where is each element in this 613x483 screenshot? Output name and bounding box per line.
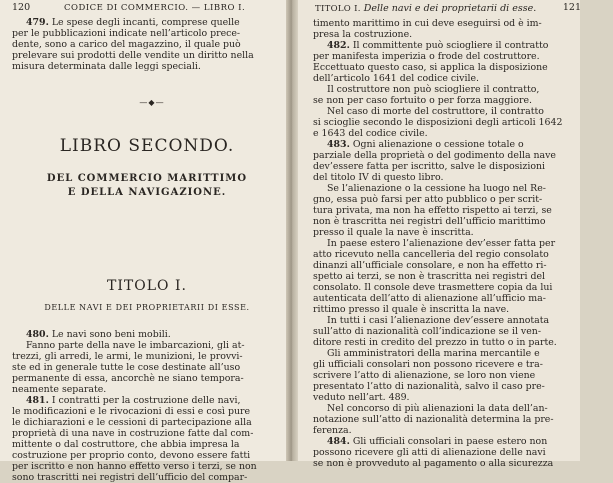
line-text: presa la costruzione. xyxy=(313,29,413,40)
text-line xyxy=(12,28,282,39)
text-line xyxy=(313,183,613,194)
article-number: 483. xyxy=(327,139,350,150)
line-text: parziale della proprietà o del godimento della nave xyxy=(313,150,556,161)
text-line xyxy=(12,472,282,483)
text-line xyxy=(313,95,613,106)
text-line xyxy=(313,227,613,238)
line-text: le modificazioni e le rivocazioni di essi e così pure xyxy=(12,406,251,417)
text-line xyxy=(313,216,613,227)
text-line xyxy=(313,73,613,84)
line-text: In tutti i casi l’alienazione dev’essere annotata xyxy=(327,315,550,326)
text-line xyxy=(12,395,282,406)
section-title: TITOLO I. xyxy=(107,278,187,294)
line-text: dell’articolo 1641 del codice civile. xyxy=(313,73,479,84)
line-text: dente, sono a carico del magazzino, il quale può xyxy=(12,39,241,50)
line-text: I contratti per la costruzione delle navi, xyxy=(48,395,241,406)
text-line xyxy=(313,359,613,370)
line-text: Gli amministratori della marina mercantile e xyxy=(327,348,540,359)
line-text: si scioglie secondo le disposizioni degli articoli 1642 xyxy=(313,117,563,128)
text-line xyxy=(313,249,613,260)
text-line xyxy=(12,351,282,362)
left-top-paragraph xyxy=(12,17,282,72)
text-line xyxy=(313,260,613,271)
text-line xyxy=(313,381,613,392)
line-text: spetto ai terzi, se non è trascritta nei registri del xyxy=(313,271,546,282)
text-line xyxy=(12,39,282,50)
running-head-prefix: TITOLO I. xyxy=(315,4,361,14)
line-text: Nel concorso di più alienazioni la data dell’an- xyxy=(327,403,548,414)
running-head-italic-title: Delle navi e dei proprietarii di esse. xyxy=(363,3,537,14)
line-text: dev’essere fatta per iscritto, salve le disposizioni xyxy=(313,161,546,172)
line-text: Nel caso di morte del costruttore, il contratto xyxy=(327,106,544,117)
line-text: autenticata dell’atto di alienazione all’ufficio ma- xyxy=(313,293,546,304)
right-body-text xyxy=(313,18,613,469)
text-line xyxy=(313,370,613,381)
book-gutter xyxy=(286,0,298,461)
line-text: Ogni alienazione o cessione totale o xyxy=(349,139,524,150)
line-text: consolato. Il console deve trasmettere copia da lui xyxy=(313,282,553,293)
ornament-divider: —◆— xyxy=(139,98,165,107)
line-text: per iscritto e non hanno effetto verso i terzi, se non xyxy=(12,461,257,472)
text-line xyxy=(313,392,613,403)
text-line xyxy=(313,161,613,172)
line-text: permanente di essa, ancorchè ne siano tempora- xyxy=(12,373,244,384)
line-text: possono ricevere gli atti di alienazione delle navi xyxy=(313,447,546,458)
text-line xyxy=(12,417,282,428)
left-page-number: 120 xyxy=(12,2,31,13)
right-page xyxy=(295,0,581,469)
line-text: Il committente può sciogliere il contratto xyxy=(349,40,549,51)
line-text: dinanzi all’ufficiale consolare, e non ha effetto ri- xyxy=(313,260,547,271)
line-text: tura privata, ma non ha effetto rispetto ai terzi, se xyxy=(313,205,552,216)
text-line xyxy=(12,450,282,461)
text-line xyxy=(12,61,282,72)
left-body-text xyxy=(12,329,282,483)
text-line xyxy=(12,50,282,61)
text-line xyxy=(313,150,613,161)
line-text: e 1643 del codice civile. xyxy=(313,128,428,139)
line-text: ferenza. xyxy=(313,425,352,436)
line-text: gno, essa può farsi per atto pubblico o per scrit- xyxy=(313,194,543,205)
book-subtitle-line: E DELLA NAVIGAZIONE. xyxy=(67,187,227,198)
text-line xyxy=(313,172,613,183)
text-line xyxy=(12,329,282,340)
text-line xyxy=(313,194,613,205)
right-page-number: 121 xyxy=(562,2,581,13)
left-running-title: CODICE DI COMMERCIO. — LIBRO I. xyxy=(64,3,246,13)
line-text: ste ed in generale tutte le cose destinate all’uso xyxy=(12,362,241,373)
text-line xyxy=(313,18,613,29)
line-text: Gli ufficiali consolari in paese estero non xyxy=(349,436,548,447)
section-subtitle: DELLE NAVI E DEI PROPRIETARII DI ESSE. xyxy=(44,303,250,312)
line-text: notazione sull’atto di nazionalità determina la pre- xyxy=(313,414,554,425)
left-page xyxy=(0,0,289,483)
text-line xyxy=(313,139,613,150)
line-text: neamente separate. xyxy=(12,384,107,395)
line-text: Le navi sono beni mobili. xyxy=(48,329,171,340)
line-text: per manifesta imperizia o frode del costruttore. xyxy=(313,51,540,62)
article-number: 484. xyxy=(327,436,350,447)
text-line xyxy=(313,84,613,95)
line-text: sull’atto di nazionalità coll’indicazione se il ven- xyxy=(313,326,541,337)
line-text: trezzi, gli arredi, le armi, le munizioni, le provvi- xyxy=(12,351,243,362)
text-line xyxy=(313,458,613,469)
text-line xyxy=(12,340,282,351)
line-text: se non per caso fortuito o per forza maggiore. xyxy=(313,95,532,106)
text-line xyxy=(313,117,613,128)
text-line xyxy=(313,425,613,436)
line-text: Le spese degli incanti, comprese quelle xyxy=(48,17,240,28)
right-running-title xyxy=(315,3,536,14)
text-line xyxy=(313,293,613,304)
line-text: Il costruttore non può sciogliere il contratto, xyxy=(327,84,540,95)
text-line xyxy=(313,348,613,359)
article-number: 479. xyxy=(26,17,49,28)
line-text: rittimo presso il quale è inscritta la nave. xyxy=(313,304,510,315)
text-line xyxy=(313,51,613,62)
line-text: Eccettuato questo caso, si applica la disposizione xyxy=(313,62,548,73)
text-line xyxy=(313,271,613,282)
line-text: per le pubblicazioni indicate nell’articolo prece- xyxy=(12,28,241,39)
line-text: non è trascritta nei registri dell’ufficio marittimo xyxy=(313,216,546,227)
text-line xyxy=(313,315,613,326)
book-subtitle-line: DEL COMMERCIO MARITTIMO xyxy=(46,173,248,184)
text-line xyxy=(12,406,282,417)
line-text: sono trascritti nei registri dell’ufficio del compar- xyxy=(12,472,248,483)
text-line xyxy=(313,447,613,458)
text-line xyxy=(12,362,282,373)
book-subtitle xyxy=(12,172,282,200)
text-line xyxy=(313,326,613,337)
line-text: presso il quale la nave è inscritta. xyxy=(313,227,474,238)
text-line xyxy=(313,414,613,425)
line-text: scrivere l’atto di alienazione, se loro non viene xyxy=(313,370,536,381)
line-text: ditore resti in credito del prezzo in tutto o in parte. xyxy=(313,337,557,348)
text-line xyxy=(12,384,282,395)
text-line xyxy=(12,373,282,384)
text-line xyxy=(12,17,282,28)
line-text: misura determinata dalle leggi speciali. xyxy=(12,61,201,72)
text-line xyxy=(12,461,282,472)
text-line xyxy=(313,282,613,293)
line-text: veduto nell’art. 489. xyxy=(313,392,410,403)
line-text: Fanno parte della nave le imbarcazioni, gli at- xyxy=(26,340,245,351)
article-number: 481. xyxy=(26,395,49,406)
text-line xyxy=(313,29,613,40)
line-text: prelevare sui prodotti delle vendite un diritto nella xyxy=(12,50,254,61)
text-line xyxy=(12,428,282,439)
line-text: del titolo IV di questo libro. xyxy=(313,172,444,183)
text-line xyxy=(313,128,613,139)
text-line xyxy=(12,439,282,450)
line-text: presentato l’atto di nazionalità, salvo il caso pre- xyxy=(313,381,545,392)
line-text: costruzione per proprio conto, devono essere fatti xyxy=(12,450,251,461)
line-text: timento marittimo in cui deve eseguirsi od è im- xyxy=(313,18,542,29)
line-text: gli ufficiali consolari non possono ricevere e tra- xyxy=(313,359,543,370)
text-line xyxy=(313,403,613,414)
line-text: le dichiarazioni e le cessioni di partecipazione alla xyxy=(12,417,252,428)
line-text: mittente o dal costruttore, che abbia impresa la xyxy=(12,439,240,450)
text-line xyxy=(313,40,613,51)
text-line xyxy=(313,205,613,216)
text-line xyxy=(313,337,613,348)
text-line xyxy=(313,304,613,315)
line-text: proprietà di una nave in costruzione fatte dal com- xyxy=(12,428,254,439)
text-line xyxy=(313,238,613,249)
book-title: LIBRO SECONDO. xyxy=(59,136,235,156)
line-text: Se l’alienazione o la cessione ha luogo nel Re- xyxy=(327,183,546,194)
text-line xyxy=(313,436,613,447)
article-number: 482. xyxy=(327,40,350,51)
line-text: In paese estero l’alienazione dev’esser fatta per xyxy=(327,238,556,249)
text-line xyxy=(313,106,613,117)
article-number: 480. xyxy=(26,329,49,340)
line-text: se non è provveduto al pagamento o alla sicurezza xyxy=(313,458,554,469)
text-line xyxy=(313,62,613,73)
line-text: atto ricevuto nella cancelleria del regio consolato xyxy=(313,249,549,260)
